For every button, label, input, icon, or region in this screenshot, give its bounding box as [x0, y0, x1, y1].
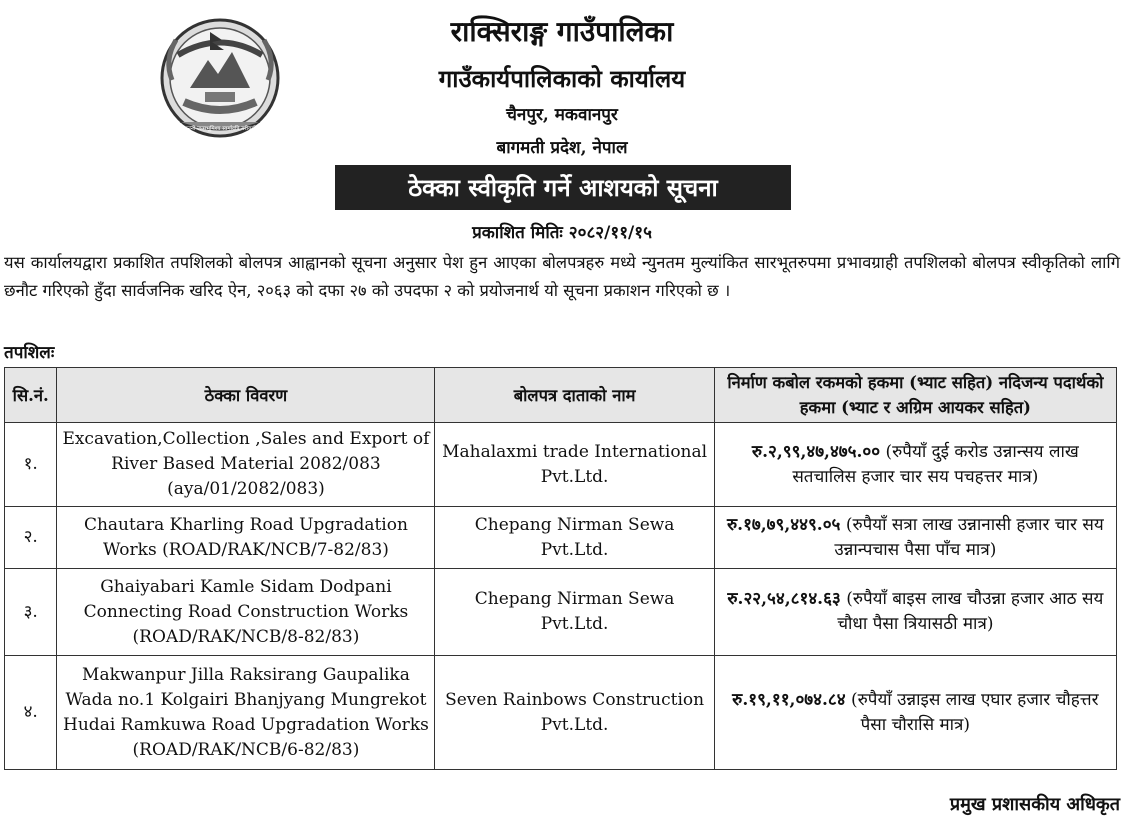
details-label: तपशिलः [4, 343, 55, 363]
amount-words: (रुपैयाँ बाइस लाख चौउन्ना हजार आठ सय चौधा पैसा त्रियासठी मात्र) [837, 589, 1104, 634]
row-sn: २. [5, 507, 57, 569]
province-name: बागमती प्रदेश, नेपाल [496, 138, 628, 158]
emblem-motto: जननी जन्मभूमिश्च स्वर्गादपि गरीयसी [183, 126, 257, 132]
amount-figure: रु.१७,७९,४४९.०५ [727, 514, 841, 535]
table-row [5, 569, 1117, 656]
row-description: Ghaiyabari Kamle Sidam Dodpani Connecting Road Construction Works (ROAD/RAK/NCB/8-82/83) [57, 569, 435, 656]
amount-words: (रुपैयाँ दुई करोड उन्नान्सय लाख सतचालिस हजार चार सय पचहत्तर मात्र) [792, 441, 1079, 487]
row-amount [714, 656, 1116, 770]
row-bidder: Mahalaxmi trade International Pvt.Ltd. [435, 423, 714, 507]
table-row [5, 423, 1117, 507]
office-name: गाउँकार्यपालिकाको कार्यालय [438, 64, 686, 93]
row-amount [714, 507, 1116, 569]
office-address: चैनपुर, मकवानपुर [506, 105, 618, 125]
notice-title-banner [335, 165, 791, 210]
row-bidder: Seven Rainbows Construction Pvt.Ltd. [435, 656, 714, 770]
header-sn: सि.नं. [5, 368, 57, 423]
row-amount [714, 423, 1116, 507]
table-row [5, 507, 1117, 569]
header-description: ठेक्का विवरण [57, 368, 435, 423]
header-amount: निर्माण कबोल रकमको हकमा (भ्याट सहित) नदिजन्य पदार्थको हकमा (भ्याट र अग्रिम आयकर सहित) [714, 368, 1116, 423]
row-bidder: Chepang Nirman Sewa Pvt.Ltd. [435, 569, 714, 656]
row-description: Makwanpur Jilla Raksirang Gaupalika Wada no.1 Kolgairi Bhanjyang Mungrekot Hudai Ramkuwa Road Upgradation Works (ROAD/RAK/NCB/6-82/83) [57, 656, 435, 770]
amount-words: (रुपैयाँ सत्रा लाख उन्नानासी हजार चार सय उन्नान्पचास पैसा पाँच मात्र) [834, 514, 1104, 560]
table-row [5, 656, 1117, 770]
row-bidder: Chepang Nirman Sewa Pvt.Ltd. [435, 507, 714, 569]
row-description: Chautara Kharling Road Upgradation Works (ROAD/RAK/NCB/7-82/83) [57, 507, 435, 569]
row-sn: ४. [5, 656, 57, 770]
published-date: प्रकाशित मितिः २०८२/११/१५ [472, 223, 652, 243]
row-description: Excavation,Collection ,Sales and Export of River Based Material 2082/083 (aya/01/2082/083) [57, 423, 435, 507]
signature-title: प्रमुख प्रशासकीय अधिकृत [949, 794, 1120, 815]
header-bidder: बोलपत्र दाताको नाम [435, 368, 714, 423]
amount-words: (रुपैयाँ उन्नाइस लाख एघार हजार चौहत्तर पैसा चौरासि मात्र) [850, 689, 1099, 735]
municipality-name: राक्सिराङ्ग गाउँपालिका [450, 15, 674, 48]
notice-title: ठेक्का स्वीकृति गर्ने आशयको सूचना [408, 173, 718, 202]
amount-figure: रु.१९,११,०७४.८४ [732, 689, 846, 710]
amount-figure: रु.२,९९,४७,४७५.०० [751, 441, 881, 462]
row-amount [714, 569, 1116, 656]
contract-table [4, 367, 1117, 770]
table-header-row [5, 368, 1117, 423]
row-sn: ३. [5, 569, 57, 656]
intro-paragraph: यस कार्यालयद्वारा प्रकाशित तपशिलको बोलपत्र आह्वानको सूचना अनुसार पेश हुन आएका बोलपत्रहरु मध्ये न्युनतम मुल्यांकित सारभूतरुपमा प्रभावग्राही तपशिलको बोलपत्र स्वीकृतिको लागि छनौट गरिएको हुँदा सार्वजनिक खरिद ऐन, २०६३ को दफा २७ को उपदफा २ को प्रयोजनार्थ यो सूचना प्रकाशन गरिएको छ । [4, 253, 1120, 300]
row-sn: १. [5, 423, 57, 507]
amount-figure: रु.२२,५४,८१४.६३ [727, 589, 841, 609]
